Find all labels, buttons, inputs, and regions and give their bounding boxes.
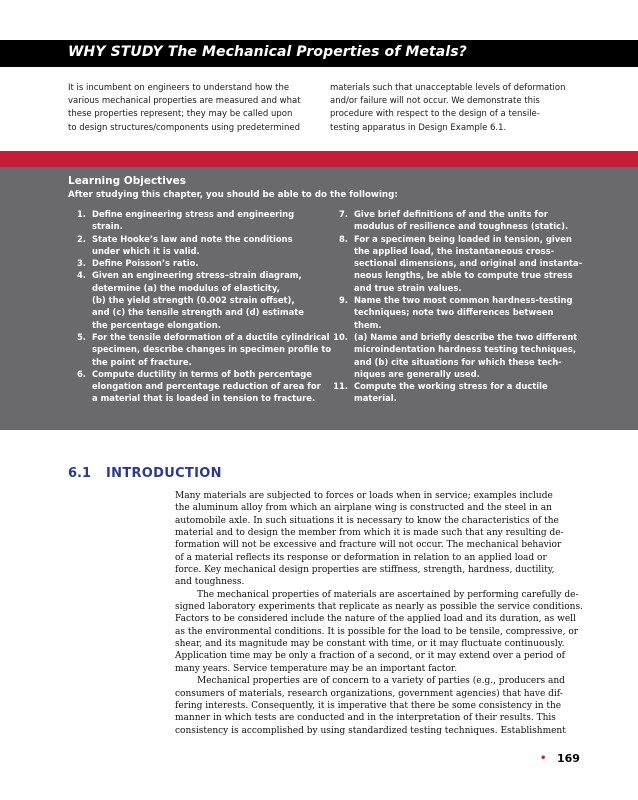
objective-line: For the tensile deformation of a ductile cylindrical [92, 331, 330, 342]
objective-item [68, 233, 330, 258]
objective-number: 11. [333, 381, 348, 392]
objective-line: Define engineering stress and engineering [92, 209, 295, 219]
objective-item [330, 380, 600, 405]
objective-number: 7. [338, 209, 348, 219]
why-study-line: procedure with respect to the design of a tensile- [330, 109, 540, 120]
why-study-line: testing apparatus in Design Example 6.1. [330, 122, 507, 133]
objective-item [330, 208, 600, 233]
objective-line: the applied load, the instantaneous cross- [354, 245, 555, 256]
section-title: INTRODUCTION [106, 466, 222, 481]
body-line: The mechanical properties of materials are ascertained by performing carefully de- [197, 589, 579, 600]
objective-number: 6. [76, 368, 86, 379]
page-number: 169 [557, 752, 580, 765]
body-line: and toughness. [175, 577, 245, 588]
objective-line: and (b) cite situations for which these tech- [354, 356, 562, 367]
objective-line: Give brief definitions of and the units for [354, 209, 548, 219]
objective-line: Define Poisson’s ratio. [92, 258, 199, 269]
section-divider-band [0, 151, 638, 167]
why-study-line: various mechanical properties are measured and what [68, 96, 301, 107]
objective-line: (b) the yield strength (0.002 strain offset), [92, 295, 295, 306]
objective-number: 2. [76, 233, 86, 244]
body-line: consistency is accomplished by using standardized testing techniques. Establishment [175, 725, 566, 736]
body-line: Application time may be only a fraction of a second, or it may extend over a period of [175, 651, 565, 662]
body-line: shear, and its magnitude may be constant with time, or it may fluctuate continuously. [175, 639, 565, 650]
objective-number: 8. [338, 233, 348, 244]
page-number-bullet: • [540, 753, 547, 764]
body-line: many years. Service temperature may be an important factor. [175, 663, 458, 674]
why-study-line: these properties represent; they may be called upon [68, 109, 293, 120]
objective-line: For a specimen being loaded in tension, given [354, 233, 572, 244]
body-line: manner in which tests are conducted and in the interpretation of their results. This [175, 713, 556, 724]
body-line: the aluminum alloy from which an airplane wing is constructed and the steel in an [175, 503, 552, 514]
objective-item [330, 294, 600, 331]
objectives-right-column [330, 208, 600, 405]
objective-item [68, 269, 330, 330]
objective-line: modulus of resilience and toughness (static). [354, 221, 569, 232]
objective-number: 9. [338, 295, 348, 306]
objective-line: them. [354, 319, 382, 330]
why-study-line: and/or failure will not occur. We demonstrate this [330, 96, 540, 107]
objective-number: 1. [76, 209, 86, 219]
body-line: fering interests. Consequently, it is imperative that there be some consistency in the [175, 700, 562, 711]
objective-line: Compute the working stress for a ductile [354, 381, 548, 392]
objective-line: niques are generally used. [354, 368, 480, 379]
objective-line: the percentage elongation. [92, 319, 221, 330]
body-line: signed laboratory experiments that replicate as nearly as possible the service conditions. [175, 602, 583, 613]
objective-line: material. [354, 393, 397, 404]
section-number: 6.1 [68, 466, 92, 481]
learning-objectives-intro: After studying this chapter, you should be able to do the following: [68, 190, 398, 200]
objective-line: sectional dimensions, and original and instanta- [354, 258, 583, 269]
learning-objectives-title: Learning Objectives [68, 175, 187, 187]
body-line: Mechanical properties are of concern to a variety of parties (e.g., producers and [197, 676, 565, 687]
objective-item [68, 257, 330, 269]
objective-line: neous lengths, be able to compute true stress [354, 270, 573, 281]
body-line: Many materials are subjected to forces or loads when in service; examples include [175, 491, 553, 501]
body-line: automobile axle. In such situations it is necessary to know the characteristics of the [175, 515, 559, 526]
objective-line: microindentation hardness testing techniques, [354, 344, 577, 355]
why-study-text-left [68, 82, 310, 135]
objective-line: the point of fracture. [92, 356, 192, 367]
why-study-text-right [330, 82, 576, 135]
objective-item [68, 368, 330, 405]
objective-line: State Hooke’s law and note the conditions [92, 233, 293, 244]
objective-line: specimen, describe changes in specimen profile to [92, 344, 332, 355]
objective-number: 5. [76, 331, 86, 342]
objective-line: (a) Name and briefly describe the two different [354, 331, 578, 342]
why-study-line: to design structures/components using predetermined [68, 122, 300, 133]
objective-item [330, 233, 600, 294]
why-study-line: It is incumbent on engineers to understand how the [68, 83, 290, 93]
objective-line: a material that is loaded in tension to fracture. [92, 393, 316, 404]
why-study-line: materials such that unacceptable levels of deformation [330, 83, 566, 93]
objective-item [330, 331, 600, 380]
introduction-body [175, 490, 583, 737]
body-line: Factors to be considered include the nature of the applied load and its duration, as well [175, 614, 576, 625]
body-line: formation will not be excessive and fracture will not occur. The mechanical behavior [175, 540, 562, 551]
objective-line: Compute ductility in terms of both percentage [92, 368, 312, 379]
objective-line: strain. [92, 221, 123, 232]
objective-line: and (c) the tensile strength and (d) estimate [92, 307, 304, 318]
objective-line: and true strain values. [354, 282, 462, 293]
body-line: as the environmental conditions. It is possible for the load to be tensile, compressive, or [175, 626, 579, 637]
body-line: force. Key mechanical design properties are stiffness, strength, hardness, ductility, [175, 565, 555, 576]
objective-line: elongation and percentage reduction of area for [92, 381, 321, 392]
objective-item [68, 331, 330, 368]
objectives-left-column [68, 208, 330, 405]
objective-line: under which it is valid. [92, 245, 200, 256]
objective-line: Name the two most common hardness-testing [354, 295, 573, 306]
objective-number: 10. [333, 331, 348, 342]
why-study-title: WHY STUDY The Mechanical Properties of Metals? [68, 44, 467, 60]
body-line: material and to design the member from which it is made such that any resulting de- [175, 528, 564, 539]
objective-item [68, 208, 330, 233]
body-line: of a material reflects its response or deformation in relation to an applied load or [175, 552, 547, 563]
objective-line: techniques; note two differences between [354, 307, 554, 318]
objective-line: determine (a) the modulus of elasticity, [92, 282, 280, 293]
objective-number: 4. [76, 270, 86, 281]
objective-line: Given an engineering stress–strain diagram, [92, 270, 302, 281]
body-line: consumers of materials, research organizations, government agencies) that have dif- [175, 688, 563, 699]
objective-number: 3. [76, 258, 86, 269]
